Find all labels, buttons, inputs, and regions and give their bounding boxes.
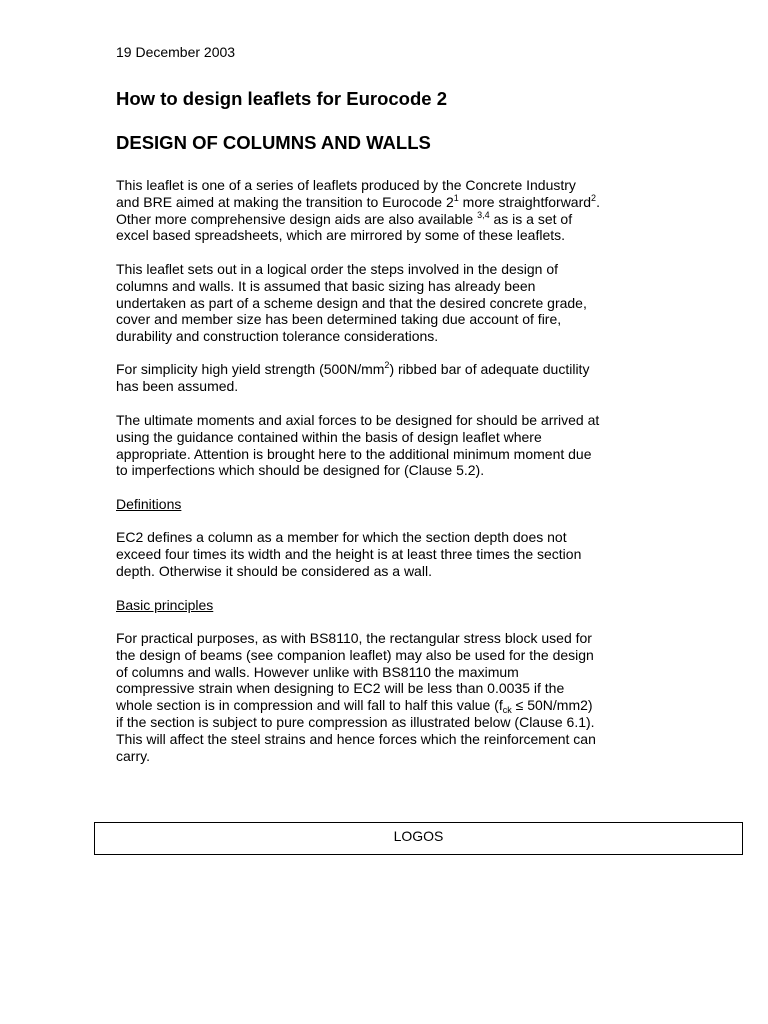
footnote-ref: 1	[453, 192, 459, 203]
moments-paragraph	[116, 412, 676, 479]
text-line: compressive strain when designing to EC2 will be less than 0.0035 if the	[116, 680, 565, 697]
steel-paragraph	[116, 361, 676, 395]
text-line: appropriate. Attention is brought here to the additional minimum moment due	[116, 445, 592, 462]
text-line: This will affect the steel strains and hence forces which the reinforcement can	[116, 730, 596, 747]
text-line: For practical purposes, as with BS8110, the rectangular stress block used for	[116, 630, 592, 646]
definitions-heading: Definitions	[116, 496, 182, 512]
intro-paragraph	[116, 177, 676, 244]
text-line: if the section is subject to pure compression as illustrated below (Clause 6.1).	[116, 713, 595, 730]
text-line: columns and walls. It is assumed that basic sizing has already been	[116, 277, 536, 294]
text-line: using the guidance contained within the basis of design leaflet where	[116, 428, 542, 445]
text-line: has been assumed.	[116, 377, 239, 394]
text-line: whole section is in compression and will fall to half this value $(f_{ck} \le 50N/mm2)$	[116, 697, 593, 716]
text-line: depth. Otherwise it should be considered as a wall.	[116, 562, 432, 579]
text-line: durability and construction tolerance considerations.	[116, 328, 439, 345]
text-line: cover and member size has been determined taking due account of fire,	[116, 311, 562, 328]
text-line: of columns and walls. However unlike with BS8110 the maximum	[116, 663, 519, 680]
logos-footer-box	[94, 822, 743, 855]
text-line: excel based spreadsheets, which are mirrored by some of these leaflets.	[116, 227, 566, 244]
text-line: undertaken as part of a scheme design and that the desired concrete grade,	[116, 294, 587, 311]
logos-label: LOGOS	[393, 828, 444, 844]
text-line: to imperfections which should be designed for (Clause 5.2).	[116, 462, 485, 479]
text-line: The ultimate moments and axial forces to be designed for should be arrived at	[116, 412, 600, 428]
definitions-paragraph	[116, 529, 676, 579]
principles-paragraph	[116, 630, 676, 764]
footnote-ref: 2	[591, 192, 597, 203]
basic-principles-heading: Basic principles	[116, 597, 214, 613]
document-title: How to design leaflets for Eurocode 2	[116, 88, 447, 109]
text-line: Other more comprehensive design aids are also available $^{3,4}$ as is a set of	[116, 209, 573, 227]
text-line: This leaflet is one of a series of leaflets produced by the Concrete Industry	[116, 177, 576, 193]
text-line: and BRE aimed at making the transition to Eurocode $2^1$ more straightforward$^2$.	[116, 192, 600, 210]
text-line: This leaflet sets out in a logical order the steps involved in the design of	[116, 261, 559, 277]
text-line: For simplicity high yield strength $(500N/mm^2)$ ribbed bar of adequate ductility	[116, 360, 590, 377]
document-date: 19 December 2003	[116, 44, 236, 60]
text-line: the design of beams (see companion leaflet) may also be used for the design	[116, 646, 594, 663]
superscript: 2	[384, 360, 390, 370]
footnote-ref: 3,4	[477, 209, 490, 220]
document-subtitle: DESIGN OF COLUMNS AND WALLS	[116, 132, 431, 153]
text-line: exceed four times its width and the height is at least three times the section	[116, 545, 582, 562]
text-line: EC2 defines a column as a member for which the section depth does not	[116, 529, 567, 545]
text-line: carry.	[116, 747, 150, 764]
subscript: ck	[502, 705, 512, 716]
steps-paragraph	[116, 261, 676, 345]
